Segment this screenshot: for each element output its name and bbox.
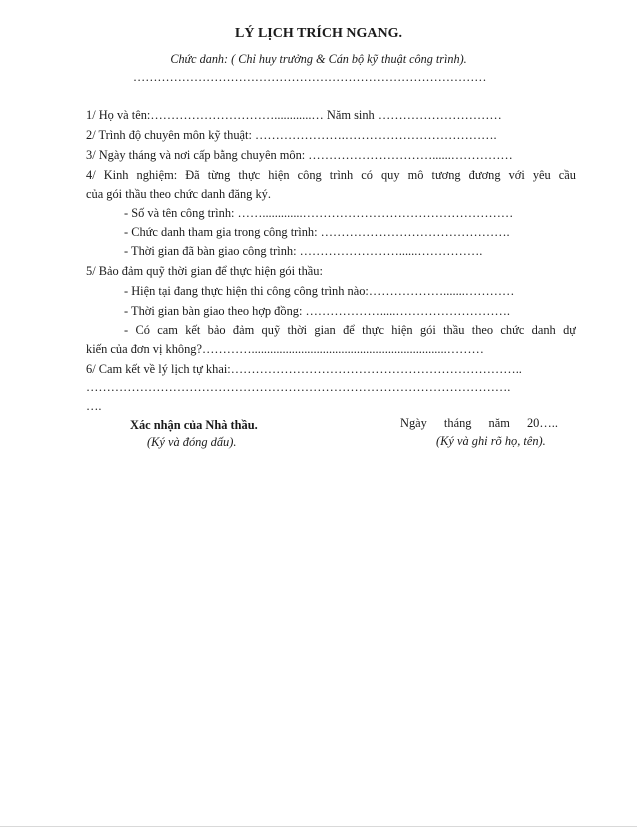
field-self-declaration: 6/ Cam kết về lý lịch tự khai:……………………………………………………………..: [86, 362, 522, 376]
field-project-role: - Chức danh tham gia trong công trình: ……………………………………….: [124, 225, 510, 239]
field-experience-line1: 4/ Kinh nghiệm: Đã từng thực hiện công trình có quy mô tương đương với yêu cầu: [86, 168, 576, 182]
contractor-confirmation-label: Xác nhận của Nhà thầu.: [130, 418, 258, 432]
page-bottom-rule: [0, 826, 637, 827]
field-commitment-line2: kiến của đơn vị không?…………...............................................................………: [86, 342, 484, 356]
field-self-declaration-dots: ………………………………………………………………………………………….: [86, 380, 511, 394]
field-project-name: - Số và tên công trình: …….............……………………………………………: [124, 206, 514, 220]
document-subtitle: Chức danh: ( Chỉ huy trưởng & Cán bộ kỹ thuật công trình).: [170, 52, 467, 66]
field-name-birthyear: 1/ Họ và tên:…………………………............… Năm sinh …………………………: [86, 108, 502, 122]
field-current-project: - Hiện tại đang thực hiện thi công công trình nào:……………….......…………: [124, 284, 515, 298]
subtitle-dots: ……………………………………………………………………………: [133, 70, 487, 84]
field-handover-time: - Thời gian đã bàn giao công trình: ……………………......…………….: [124, 244, 483, 258]
field-time-commitment: 5/ Bảo đảm quỹ thời gian để thực hiện gói thầu:: [86, 264, 323, 278]
field-contract-handover: - Thời gian bàn giao theo hợp đồng: ……………….....……………………….: [124, 304, 510, 318]
signature-date-line: Ngày tháng năm 20…..: [400, 416, 558, 430]
person-signature-note: (Ký và ghi rõ họ, tên).: [436, 434, 546, 448]
field-degree-date-place: 3/ Ngày tháng và nơi cấp bằng chuyên môn: …………………………......……………: [86, 148, 513, 162]
contractor-signature-note: (Ký và đóng dấu).: [147, 435, 237, 449]
document-title: LÝ LỊCH TRÍCH NGANG.: [235, 26, 402, 41]
field-experience-line2: của gói thầu theo chức danh đăng ký.: [86, 187, 271, 201]
field-commitment-line1: - Có cam kết bảo đảm quỹ thời gian để thực hiện gói thầu theo chức danh dự: [124, 323, 576, 337]
field-qualification: 2/ Trình độ chuyên môn kỹ thuật: ………………….……………………………….: [86, 128, 497, 142]
field-self-declaration-dots-end: ….: [86, 399, 102, 413]
